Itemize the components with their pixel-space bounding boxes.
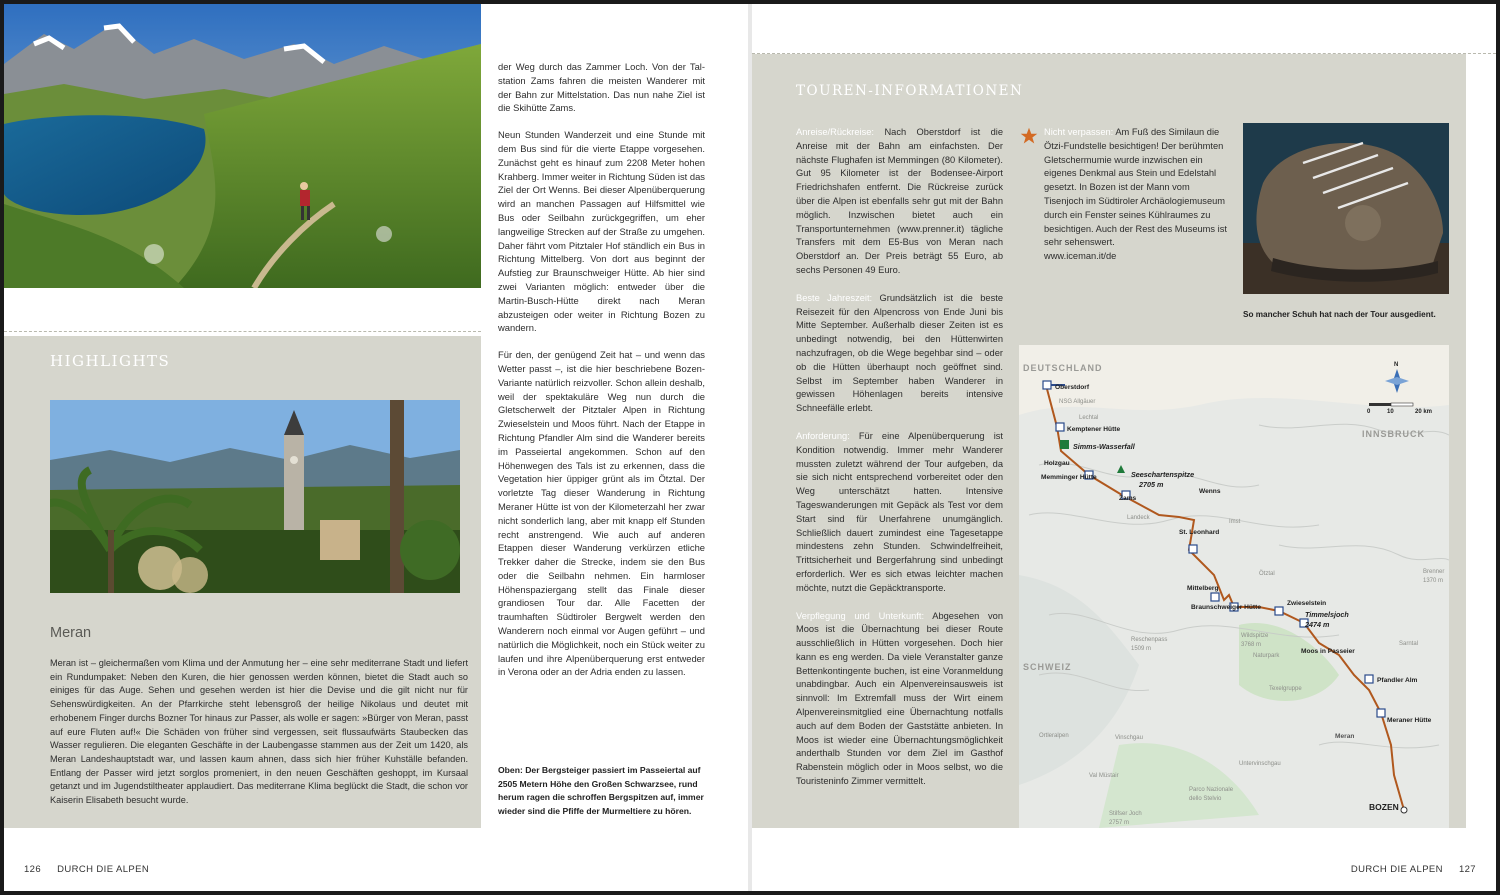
shoe-caption: So mancher Schuh hat nach der Tour ausgedient. (1243, 310, 1436, 319)
hero-photo-mountain-lake (4, 4, 481, 288)
info-label: Anreise/Rückreise: (796, 127, 875, 137)
route-map (1019, 345, 1449, 828)
map-stop-label: Moos in Passeier (1301, 648, 1355, 655)
map-stop-label: Memminger Hütte (1041, 474, 1097, 481)
map-stop-label: Braunschweiger Hütte (1191, 604, 1261, 611)
map-stop-label: Mittelberg (1187, 585, 1219, 592)
highlights-subtitle: Meran (50, 625, 92, 641)
map-place-label: Wildspitze (1241, 633, 1269, 639)
map-stop-label: Meraner Hütte (1387, 717, 1432, 724)
info-block-accommodation (796, 610, 1003, 789)
info-block-travel (796, 126, 1003, 278)
folio-left (24, 864, 149, 875)
map-place-label: Landeck (1127, 515, 1150, 521)
map-place-label: 1370 m (1423, 578, 1444, 584)
map-place-label: Brenner (1423, 569, 1445, 575)
map-place-label: dello Stelvio (1189, 796, 1222, 802)
map-place-label: 1509 m (1131, 646, 1152, 652)
map-stop-label: Zwieselstein (1287, 600, 1327, 607)
info-block-requirements (796, 430, 1003, 596)
map-stop-label: 2474 m (1305, 620, 1330, 629)
map-place-label: Texelgruppe (1269, 686, 1302, 692)
map-place-label: Sarntal (1399, 641, 1419, 647)
map-place-label: NSG Allgäuer (1059, 399, 1096, 405)
info-text: Für eine Alpenüberquerung ist Kondition notwendig. Immer mehr Wanderer mussten zuletzt während der Tour aufgeben, da sie sich nicht entsprechend vorbereitet oder den Weg unterschätzt hatten. Intensive Tageswanderungen mit Gepäck als Test vor dem Start sind für Unerfahrene unumgänglich. Schließlich dauert zumindest eine Tagesetappe mindestens zehn Stunden. Schwindelfreiheit, Trittsicherheit und Bergerfahrung sind unbedingt erforderlich. Wer es sich etwas leichter machen möchte, nutzt die Gepäcktransporte. (796, 430, 1003, 593)
article-paragraph: Für den, der genügend Zeit hat – und wenn das Wetter passt –, ist die hier beschriebene Bozen-Variante natürlich reizvoller. Schon allein deshalb, weil der spektakuläre Weg nun durch die Gletscherwelt der Pitztaler Alpen in Richtung Zwieselstein und Moos führt. Nach der Etappe in Richtung Pfandler Alm sind die Wanderer bereits im Passeiertal angekommen. Schon auf den Höhenwegen des Tals ist zu erkennen, dass die Vegetation hier üppiger grünt als im Ötztal. Der vorletzte Tag dieser Wanderung in Richtung Meraner Hütte ist von der Kilometerzahl her zwar nicht sonderlich lang, aber mit knapp elf Stunden recht anstrengend. Wie auch auf anderen Etappen dieser Wanderung verkürzen etliche Trekker daher die Strecke, indem sie den Bus oder die Seilbahn nehmen. Ein harmloser Höhenspaziergang stellt das Finale dieser grandiosen Tour dar. Alle Facetten der traumhaften Südtiroler Bergwelt werden den Wanderern noch einmal vor Augen geführt – und natürlich die Möglichkeit, noch ein Stück weiter zu laufen und ihre Alpenüberquerung erst entweder in Verona oder an der Adria enden zu lassen. (498, 349, 705, 678)
tip-text (1044, 126, 1230, 264)
compass-north: N (1394, 362, 1399, 368)
left-page (4, 4, 748, 891)
scale-tick: 20 km (1415, 409, 1433, 415)
folio-right (1351, 864, 1476, 875)
map-stop-label: Zams (1119, 495, 1137, 502)
scale-tick: 10 (1387, 409, 1394, 415)
tip-url: www.iceman.it/de (1044, 251, 1117, 262)
map-place-label: Imst (1229, 519, 1241, 525)
map-stop-label: Simms-Wasserfall (1073, 442, 1135, 451)
map-stop-label: 2705 m (1139, 480, 1164, 489)
map-stop-label: St. Leonhard (1179, 529, 1220, 536)
photo-caption: Oben: Der Bergsteiger passiert im Passeiertal auf 2505 Metern Höhe den Großen Schwarzsee, rund herum ragen die schroffen Bergspitzen auf, immer wieder sind die Pfiffe der Murmeltiere zu hören. (498, 765, 704, 816)
map-stop-label: Seeschartenspitze (1131, 470, 1195, 479)
highlights-title: HIGHLIGHTS (50, 352, 171, 370)
map-place-label: Lechtal (1079, 415, 1099, 421)
tour-info-column (796, 126, 1003, 803)
map-stop-label: BOZEN (1369, 802, 1399, 812)
map-stop-label: Timmelsjoch (1305, 610, 1349, 619)
map-place-label: Stilfser Joch (1109, 811, 1142, 817)
map-region-label: INNSBRUCK (1362, 429, 1425, 439)
info-label: Anforderung: (796, 430, 850, 441)
map-place-label: Ortleralpen (1039, 733, 1069, 739)
tip-body: Am Fuß des Similaun die Ötzi-Fundstelle besichtigen! Der berühmten Gletschermumie wurde inzwischen ein eigenes Denkmal aus Stein und Edelstahl gesetzt. In Bozen ist der Mann vom Tisenjoch im Südtiroler Archäologiemuseum durch ein Fenster seines Kühlraumes zu besichtigen. Auch der Rest des Museums ist sehr sehenswert. (1044, 127, 1227, 248)
map-place-label: 3768 m (1241, 642, 1262, 648)
running-title: DURCH DIE ALPEN (1350, 864, 1443, 875)
running-title: DURCH DIE ALPEN (57, 864, 150, 875)
map-region-label: DEUTSCHLAND (1023, 363, 1103, 373)
map-stop-label: Pfandler Alm (1377, 677, 1418, 684)
map-place-label: 2757 m (1109, 820, 1130, 826)
star-icon (1020, 127, 1038, 145)
info-label: Beste Jahreszeit: (796, 292, 873, 303)
map-place-label: Untervinschgau (1239, 761, 1281, 767)
map-place-label: Parco Nazionale (1189, 787, 1234, 793)
info-block-season (796, 292, 1003, 416)
meran-photo (50, 400, 460, 593)
info-text: Grundsätzlich ist die beste Reisezeit für den Alpencross von Ende Juni bis Mitte September. Außerhalb dieser Zeiten ist es unbedingt notwendig, bei den Hüttenwirten nachzufragen, ob die Wege begehbar sind – oder ob die Hütten überhaupt noch geöffnet sind. Selbst im September haben Wanderer in gewissen Höhenlagen bereits intensive Schneefälle erlebt. (796, 292, 1003, 414)
scale-tick: 0 (1367, 409, 1371, 415)
right-page (752, 4, 1496, 891)
map-region-label: SCHWEIZ (1023, 662, 1072, 672)
info-text: Abgesehen von Moos ist die Übernachtung bei dieser Route ausschließlich in Hütten vorgesehen. Doch hier kann es eng werden. Da viele Veranstalter ganze Bettenkontingente buchen, ist eine Voranmeldung unabdingbar. Auch ein Alpenvereinsausweis ist sinnvoll: Im Extremfall muss der Wirt einem Alpenvereinsmitglied eine Übernachtung notfalls auch auf dem Boden der Gaststätte anbieten. In Moos ist wieder eine Übernachtungsmöglichkeit anderthalb Stunden vor dem Ziel im Gasthof Rabenstein möglich oder in Moos selbst, wo die Touristeninfo Zimmer vermittelt. (796, 610, 1003, 787)
tour-info-panel (752, 54, 1466, 828)
map-stop-label: Kemptener Hütte (1067, 426, 1121, 433)
map-place-label: Vinschgau (1115, 735, 1143, 741)
map-place-label: Reschenpass (1131, 637, 1168, 643)
worn-shoe-photo (1243, 123, 1449, 294)
highlights-panel (4, 336, 481, 828)
tip-label: Nicht verpassen: (1044, 127, 1114, 137)
article-paragraph: der Weg durch das Zammer Loch. Von der Tal-station Zams fahren die meisten Wanderer mit der Bahn zur Mittelstation. Das nun nahe Ziel ist die Skihütte Zams. (498, 61, 705, 114)
info-text: Nach Oberstdorf ist die Anreise mit der Bahn am einfachsten. Der nächste Flughafen ist Memmingen (80 Kilometer). Gut 95 Kilometer ist der Bodensee-Airport Friedrichshafen entfernt. Die Rückreise zurück über die Alpen ist ebenfalls sehr gut mit der Bahn möglich. Inzwischen bietet auch ein Transportunternehmen (www.prenner.it) tägliche Transfers mit dem E5-Bus von Meran nach Oberstdorf an. Der Preis beträgt 55 Euro, ab sechs Personen 49 Euro. (796, 127, 1003, 275)
map-stop-label: Oberstdorf (1055, 384, 1090, 391)
page-number: 126 (24, 864, 42, 875)
tour-info-title: TOUREN-INFORMATIONEN (796, 83, 1024, 99)
map-stop-label: Holzgau (1044, 460, 1070, 467)
info-label: Verpflegung und Unterkunft: (796, 610, 925, 621)
article-paragraph: Neun Stunden Wanderzeit und eine Stunde mit dem Bus sind für die vierte Etappe vorgesehen. Zunächst geht es hinauf zum 2208 Meter hohen Krahberg. Immer weiter in Richtung Süden ist das Ziel der Ort Wenns. Bei dieser Alpenüberquerung wird an manchen Passagen auf Hilfsmittel wie Bus oder Seilbahn zurückgegriffen, um eher langweilige Strecken auf der Straße zu umgehen. Daher fährt vom Pitztaler Hof ständlich ein Bus in Richtung Mittelberg. Von dort aus beginnt der Aufstieg zur Braunschweiger Hütte. Ab hier sind zwei Varianten möglich: entweder über die Martin-Busch-Hütte direkt nach Meran abzusteigen oder weiter in Richtung Bozen zu wandern. (498, 129, 705, 334)
map-place-label: Val Müstair (1089, 773, 1119, 779)
highlights-text: Meran ist – gleichermaßen vom Klima und der Anmutung her – eine sehr mediterrane Stadt und liefert ein Rundumpaket: Neben den Kuren, die hier genossen werden können, bietet die Stadt auch so einiges für das Auge. Sehen und gesehen werden ist hier die Devise und die gilt nicht nur für Sehenswürdigkeiten. An der Pfarrkirche steht lebensgroß der heilige Nikolaus und deutet mit erhobenem Finger durchs Bozner Tor hinaus zur Passer, als wolle er sagen: »Bürger von Meran, passt auf eure Fluten auf!« Die Schäden von früher sind vergessen, seit flussaufwärts Staubecken das Wasser regulieren. Die eleganten Geschäfte in der Laubengasse stammen aus der Zeit um 1420, als Meran Landeshauptstadt war, und lassen kaum ahnen, dass sich hier früher Kuhställe befanden. Entlang der Passer wird jetzt sorglos promeniert, in den neuen Geschäften geshoppt, im Kursaal getanzt und im Jugendstiltheater applaudiert. Das mediterrane Klima beglückt die Stadt, die schon vor Kaiserin Elisabeth besucht wurde. (50, 658, 468, 806)
section-divider (4, 331, 481, 332)
article-column (498, 60, 705, 692)
page-number: 127 (1458, 864, 1476, 875)
map-stop-label: Meran (1335, 733, 1355, 740)
map-place-label: Naturpark (1253, 653, 1280, 659)
map-place-label: Ötztal (1259, 571, 1275, 577)
map-stop-label: Wenns (1199, 488, 1221, 495)
